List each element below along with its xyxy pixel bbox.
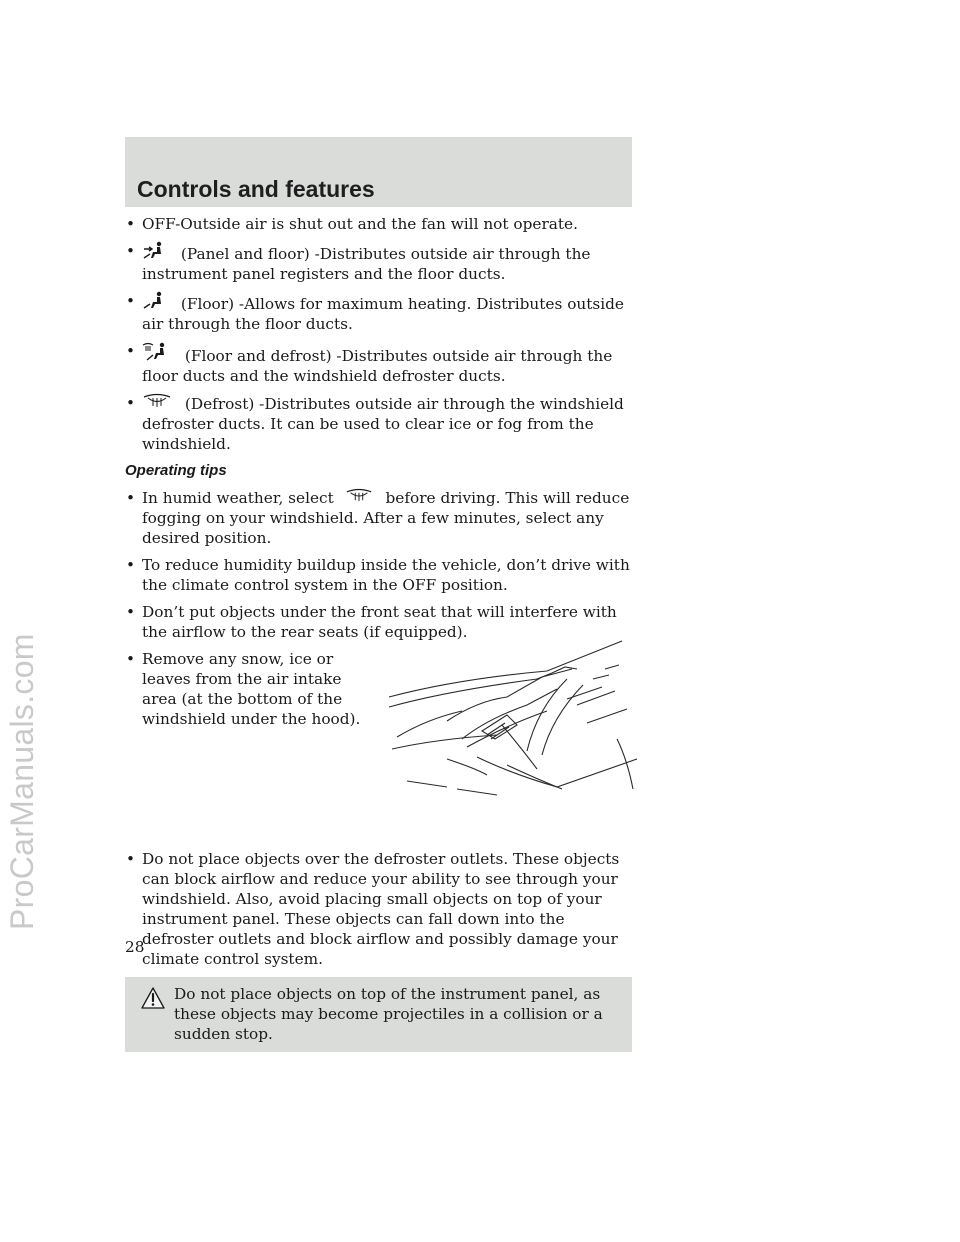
warning-box bbox=[125, 977, 632, 1052]
bullet: • bbox=[126, 215, 136, 233]
bullet: • bbox=[126, 650, 136, 668]
bullet: • bbox=[126, 603, 136, 621]
page-number: 28 bbox=[125, 938, 145, 956]
list-item-floor bbox=[125, 291, 632, 334]
bullet: • bbox=[126, 242, 136, 260]
bullet: • bbox=[126, 342, 136, 360]
bullet: • bbox=[126, 556, 136, 574]
floor-icon bbox=[142, 291, 168, 311]
mode-floor-defrost-text: (Floor and defrost) -Distributes outside air through the floor ducts and the windshield defroster ducts. bbox=[142, 347, 613, 385]
tip-with-illustration bbox=[125, 649, 632, 841]
list-item-tip-intake bbox=[125, 649, 370, 729]
air-intake-illustration bbox=[387, 639, 637, 805]
list-item-defrost bbox=[125, 393, 632, 454]
section-title: Controls and features bbox=[137, 176, 375, 202]
floor-defrost-icon bbox=[142, 341, 172, 363]
tip2-text: To reduce humidity buildup inside the vehicle, don’t drive with the climate control system in the OFF position. bbox=[142, 556, 630, 594]
tip4-text: Remove any snow, ice or leaves from the air intake area (at the bottom of the windshield under the hood). bbox=[142, 650, 361, 728]
tip1-before-text: In humid weather, select bbox=[142, 489, 334, 507]
tips-heading: Operating tips bbox=[125, 462, 227, 479]
bullet: • bbox=[126, 292, 136, 310]
tip5-text: Do not place objects over the defroster outlets. These objects can block airflow and reduce your ability to see through your windshield. Also, avoid placing small objects on top of your instrument panel. These objects can fall down into the defroster outlets and block airflow and possibly damage your climate control system. bbox=[142, 850, 620, 968]
tip1-after-text: before driving. This will reduce fogging on your windshield. After a few minutes, select any desired position. bbox=[142, 489, 630, 547]
page-content bbox=[125, 214, 632, 1052]
tip3-text: Don’t put objects under the front seat that will interfere with the airflow to the rear seats (if equipped). bbox=[142, 603, 617, 641]
list-item-tip-humid bbox=[125, 488, 632, 548]
bullet: • bbox=[126, 394, 136, 412]
list-item-panel-floor bbox=[125, 241, 632, 284]
mode-off-text: OFF-Outside air is shut out and the fan will not operate. bbox=[142, 215, 578, 233]
watermark: ProCarManuals.com bbox=[4, 633, 40, 930]
bullet: • bbox=[126, 850, 136, 868]
warning-triangle-icon bbox=[141, 987, 165, 1014]
list-item-floor-defrost bbox=[125, 341, 632, 386]
bullet: • bbox=[126, 489, 136, 507]
list-item-tip-seat bbox=[125, 602, 632, 642]
list-item-tip-humidity bbox=[125, 555, 632, 595]
defrost-icon bbox=[345, 488, 373, 505]
mode-floor-text: (Floor) -Allows for maximum heating. Distributes outside air through the floor ducts. bbox=[142, 295, 624, 333]
mode-defrost-text: (Defrost) -Distributes outside air through the windshield defroster ducts. It can be used to clear ice or fog from the windshield. bbox=[142, 395, 624, 453]
panel-floor-icon bbox=[142, 241, 168, 261]
mode-panel-floor-text: (Panel and floor) -Distributes outside air through the instrument panel registers and the floor ducts. bbox=[142, 245, 591, 283]
warning-text: Do not place objects on top of the instrument panel, as these objects may become projectiles in a collision or a sudden stop. bbox=[174, 985, 603, 1043]
list-item-tip-defroster bbox=[125, 849, 632, 969]
defrost-icon bbox=[142, 393, 172, 411]
list-item-off bbox=[125, 214, 632, 234]
section-header bbox=[125, 137, 632, 207]
